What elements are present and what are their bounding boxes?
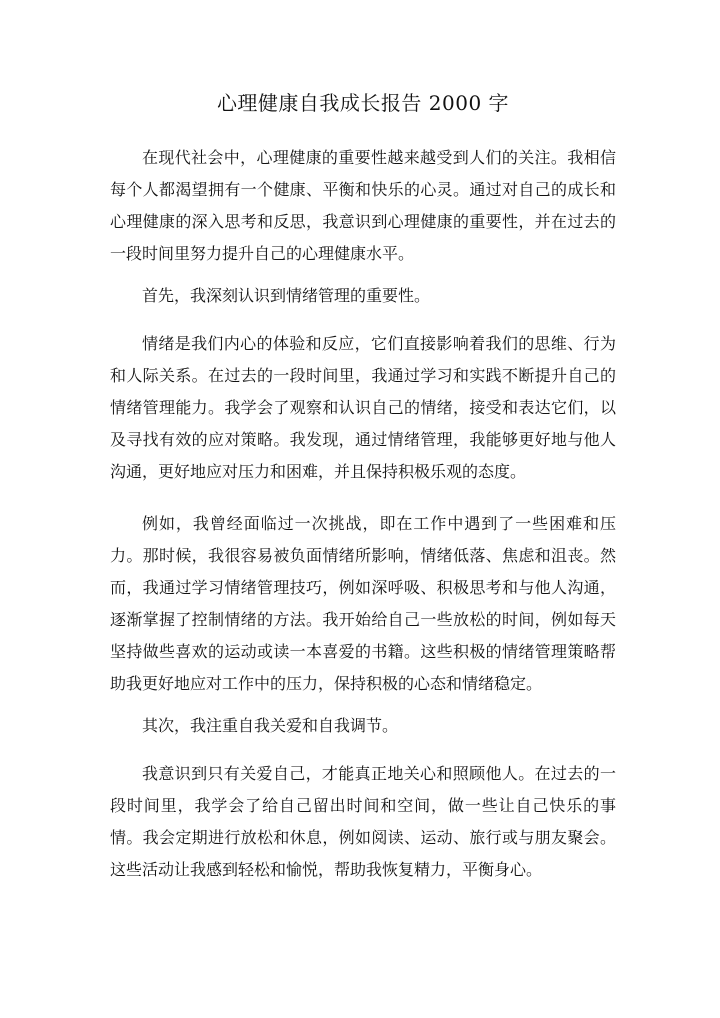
paragraph-intro: 在现代社会中，心理健康的重要性越来越受到人们的关注。我相信每个人都渴望拥有一个健康、平衡和快乐的心灵。通过对自己的成长和心理健康的深入思考和反思，我意识到心理健康的重要性，并在过去的一段时间里努力提升自己的心理健康水平。 xyxy=(110,148,616,263)
paragraph-self-care: 我意识到只有关爱自己，才能真正地关心和照顾他人。在过去的一段时间里，我学会了给自己留出时间和空间，做一些让自己快乐的事情。我会定期进行放松和休息，例如阅读、运动、旅行或与朋友聚会。这些活动让我感到轻松和愉悦，帮助我恢复精力，平衡身心。 xyxy=(110,764,616,879)
document-title: 心理健康自我成长报告 2000 字 xyxy=(216,91,510,115)
paragraph-first-point: 首先，我深刻认识到情绪管理的重要性。 xyxy=(142,286,431,305)
paragraph-second-point: 其次，我注重自我关爱和自我调节。 xyxy=(142,716,399,735)
paragraph-emotion-management: 情绪是我们内心的体验和反应，它们直接影响着我们的思维、行为和人际关系。在过去的一段时间里，我通过学习和实践不断提升自己的情绪管理能力。我学会了观察和认识自己的情绪，接受和表达它们，以及寻找有效的应对策略。我发现，通过情绪管理，我能够更好地与他人沟通，更好地应对压力和困难，并且保持积极乐观的态度。 xyxy=(110,334,616,481)
paragraph-example: 例如，我曾经面临过一次挑战，即在工作中遇到了一些困难和压力。那时候，我很容易被负面情绪所影响，情绪低落、焦虑和沮丧。然而，我通过学习情绪管理技巧，例如深呼吸、积极思考和与他人沟通，逐渐掌握了控制情绪的方法。我开始给自己一些放松的时间，例如每天坚持做些喜欢的运动或读一本喜爱的书籍。这些积极的情绪管理策略帮助我更好地应对工作中的压力，保持积极的心态和情绪稳定。 xyxy=(110,514,616,693)
